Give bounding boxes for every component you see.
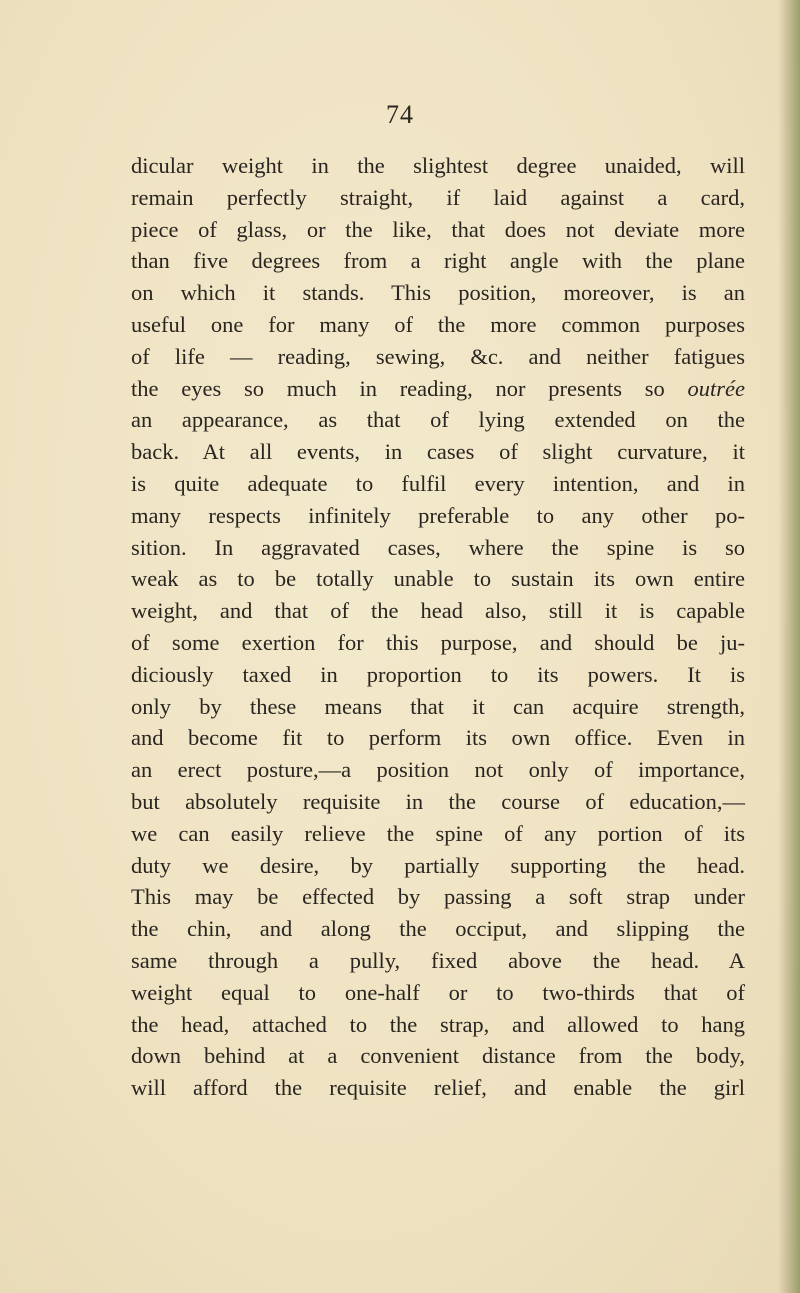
text-line: only by these means that it can acquire strength, <box>131 693 745 719</box>
text-line: piece of glass, or the like, that does not deviate more <box>131 216 745 242</box>
text-line: but absolutely requisite in the course of education,— <box>131 788 745 814</box>
text-line: an appearance, as that of lying extended on the <box>131 407 745 433</box>
text-line: and become fit to perform its own office. Even in <box>131 725 745 751</box>
text-line: we can easily relieve the spine of any portion of its <box>131 820 745 846</box>
text-line: weak as to be totally unable to sustain its own entire <box>131 566 745 592</box>
text-line: many respects infinitely preferable to any other po- <box>131 502 745 528</box>
text-line: the head, attached to the strap, and allowed to hang <box>131 1011 745 1037</box>
text-line: than five degrees from a right angle with the plane <box>131 248 745 274</box>
text-line-with-italic <box>131 373 745 405</box>
text-line: useful one for many of the more common purposes <box>131 311 745 337</box>
text-line-segment: the eyes so much in reading, nor presents so <box>131 375 665 401</box>
text-line: diciously taxed in proportion to its powers. It is <box>131 661 745 687</box>
page-number: 74 <box>386 100 414 129</box>
text-line: will afford the requisite relief, and enable the girl <box>131 1075 745 1101</box>
text-line: remain perfectly straight, if laid against a card, <box>131 184 745 210</box>
text-line: of some exertion for this purpose, and should be ju- <box>131 629 745 655</box>
text-line: on which it stands. This position, moreover, is an <box>131 280 745 306</box>
text-line: same through a pully, fixed above the head. A <box>131 947 745 973</box>
text-line: duty we desire, by partially supporting the head. <box>131 852 745 878</box>
text-line: an erect posture,—a position not only of importance, <box>131 757 745 783</box>
body-text <box>131 150 745 1104</box>
text-line: the chin, and along the occiput, and slipping the <box>131 916 745 942</box>
text-line: is quite adequate to fulfil every intention, and in <box>131 470 745 496</box>
text-line: sition. In aggravated cases, where the spine is so <box>131 534 745 560</box>
text-line: back. At all events, in cases of slight curvature, it <box>131 439 745 465</box>
text-line: down behind at a convenient distance from the body, <box>131 1043 745 1069</box>
text-line: weight, and that of the head also, still it is capable <box>131 598 745 624</box>
text-line: of life — reading, sewing, &c. and neither fatigues <box>131 343 745 369</box>
page-edge-shadow <box>778 0 800 1293</box>
text-line: weight equal to one-half or to two-thirds that of <box>131 979 745 1005</box>
italic-word: outrée <box>687 375 745 401</box>
text-line: dicular weight in the slightest degree unaided, will <box>131 153 745 178</box>
text-line: This may be effected by passing a soft strap under <box>131 884 745 910</box>
